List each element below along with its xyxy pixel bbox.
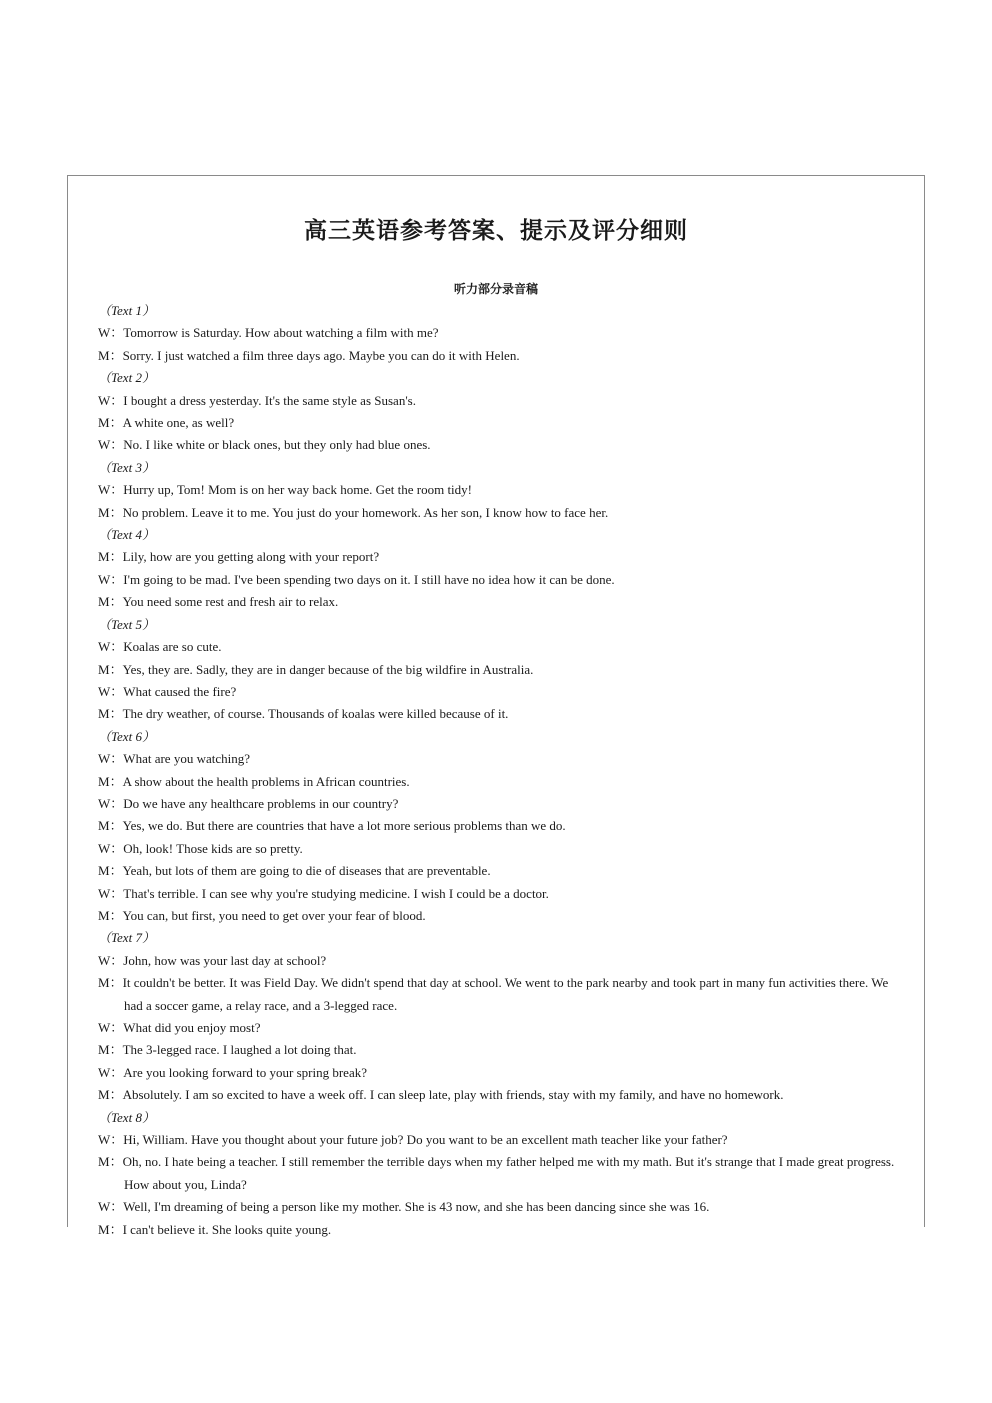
dialogue-line: W：Oh, look! Those kids are so pretty.: [98, 840, 303, 856]
dialogue-line: M：Yes, they are. Sadly, they are in danger because of the big wildfire in Australia.: [98, 661, 534, 677]
speaker-label: W: [98, 1020, 111, 1035]
speaker-label: W: [98, 683, 111, 699]
dialogue-text: What caused the fire?: [123, 683, 237, 699]
dialogue-text: Oh, no. I hate being a teacher. I still remember the terrible days when my father helped me with my math. But it's strange that I made great progress. How about you, Linda?: [122, 1154, 895, 1192]
speaker-label: M: [98, 1042, 110, 1058]
document-page: [67, 175, 925, 1237]
speaker-label: W: [98, 325, 111, 341]
speaker-label: W: [98, 392, 111, 408]
speaker-label: M: [98, 706, 110, 722]
dialogue-line: M：Oh, no. I hate being a teacher. I still remember the terrible days when my father helped me with my math. But it's strange that I made great progress. How about you, Linda?: [98, 1154, 895, 1192]
dialogue-text: Koalas are so cute.: [123, 639, 222, 655]
dialogue-line: M：Sorry. I just watched a film three days ago. Maybe you can do it with Helen.: [98, 347, 520, 363]
dialogue-text: Yes, we do. But there are countries that have a lot more serious problems than we do.: [122, 818, 566, 834]
dialogue-line: M：Yeah, but lots of them are going to die of diseases that are preventable.: [98, 863, 491, 879]
speaker-label: W: [98, 885, 111, 901]
speaker-label: M: [98, 1154, 110, 1170]
text-section-heading: （Text 3）: [98, 459, 155, 475]
dialogue-line: W：I'm going to be mad. I've been spending two days on it. I still have no idea how it can be done.: [98, 571, 615, 587]
speaker-label: M: [98, 1087, 110, 1103]
speaker-label: M: [98, 907, 110, 923]
text-section-heading: （Text 6）: [98, 728, 155, 744]
dialogue-text: It couldn't be better. It was Field Day. We didn't spend that day at school. We went to the park nearby and took part in many fun activities there. We had a soccer game, a relay race, and a 3-legged race.: [122, 975, 889, 1013]
dialogue-line: W：No. I like white or black ones, but they only had blue ones.: [98, 437, 431, 453]
dialogue-text: The dry weather, of course. Thousands of koalas were killed because of it.: [122, 706, 509, 722]
dialogue-text: Are you looking forward to your spring break?: [123, 1064, 367, 1080]
dialogue-line: W：Tomorrow is Saturday. How about watching a film with me?: [98, 325, 439, 341]
speaker-label: M: [98, 863, 110, 879]
dialogue-line: M：I can't believe it. She looks quite young.: [98, 1221, 332, 1237]
dialogue-text: Yeah, but lots of them are going to die of diseases that are preventable.: [122, 863, 491, 879]
dialogue-line: M：You need some rest and fresh air to relax.: [98, 594, 339, 610]
speaker-label: M: [98, 415, 110, 431]
speaker-label: M: [98, 594, 110, 610]
section-subtitle: 听力部分录音稿: [453, 282, 538, 296]
speaker-label: W: [98, 1064, 111, 1080]
dialogue-line: M：Lily, how are you getting along with your report?: [98, 549, 380, 565]
dialogue-text: Tomorrow is Saturday. How about watching a film with me?: [123, 325, 439, 341]
speaker-label: W: [98, 795, 111, 811]
page-title: 高三英语参考答案、提示及评分细则: [304, 218, 688, 244]
dialogue-line: M：The 3-legged race. I laughed a lot doing that.: [98, 1042, 357, 1058]
dialogue-text: No problem. Leave it to me. You just do your homework. As her son, I know how to face her.: [122, 504, 609, 520]
dialogue-line: W：Koalas are so cute.: [98, 639, 222, 655]
text-section-heading: （Text 7）: [98, 930, 155, 946]
speaker-label: M: [98, 818, 110, 834]
dialogue-text: Oh, look! Those kids are so pretty.: [123, 840, 303, 856]
dialogue-text: The 3-legged race. I laughed a lot doing that.: [122, 1042, 357, 1058]
dialogue-text: Lily, how are you getting along with your report?: [122, 549, 380, 565]
speaker-label: M: [98, 549, 110, 565]
speaker-label: W: [98, 639, 111, 655]
dialogue-line: M：The dry weather, of course. Thousands of koalas were killed because of it.: [98, 706, 509, 722]
dialogue-text: That's terrible. I can see why you're studying medicine. I wish I could be a doctor.: [123, 885, 549, 901]
dialogue-text: I bought a dress yesterday. It's the same style as Susan's.: [123, 392, 416, 408]
speaker-label: M: [98, 773, 110, 789]
dialogue-line: W：Do we have any healthcare problems in our country?: [98, 795, 399, 811]
dialogue-line: W：John, how was your last day at school?: [98, 952, 327, 968]
dialogue-text: What did you enjoy most?: [123, 1020, 261, 1035]
dialogue-text: Hi, William. Have you thought about your future job? Do you want to be an excellent math teacher like your father?: [123, 1132, 728, 1148]
dialogue-text: A white one, as well?: [122, 415, 235, 431]
speaker-label: W: [98, 952, 111, 968]
dialogue-text: Well, I'm dreaming of being a person like my mother. She is 43 now, and she has been dancing since she was 16.: [123, 1199, 710, 1215]
dialogue-line: W：What are you watching?: [98, 751, 250, 767]
dialogue-line: M：A white one, as well?: [98, 415, 235, 431]
dialogue-line: W：What did you enjoy most?: [98, 1020, 261, 1035]
dialogue-line: W：What caused the fire?: [98, 683, 237, 699]
dialogue-text: I'm going to be mad. I've been spending two days on it. I still have no idea how it can be done.: [123, 571, 615, 587]
text-section-heading: （Text 4）: [98, 527, 155, 543]
dialogue-text: Do we have any healthcare problems in our country?: [123, 795, 399, 811]
dialogue-text: What are you watching?: [123, 751, 250, 767]
dialogue-line: M：It couldn't be better. It was Field Day. We didn't spend that day at school. We went to the park nearby and took part in many fun activities there. We had a soccer game, a relay race, and a 3-legged race.: [98, 975, 889, 1013]
speaker-label: M: [98, 504, 110, 520]
speaker-label: W: [98, 1132, 111, 1148]
text-section-heading: （Text 5）: [98, 616, 155, 632]
dialogue-text: A show about the health problems in African countries.: [122, 773, 410, 789]
dialogue-line: W：I bought a dress yesterday. It's the same style as Susan's.: [98, 392, 416, 408]
dialogue-line: W：Are you looking forward to your spring break?: [98, 1064, 367, 1080]
speaker-label: W: [98, 751, 111, 767]
dialogue-text: You can, but first, you need to get over your fear of blood.: [122, 907, 426, 923]
dialogue-text: No. I like white or black ones, but they only had blue ones.: [123, 437, 431, 453]
dialogue-line: M：Yes, we do. But there are countries that have a lot more serious problems than we do.: [98, 818, 566, 834]
dialogue-text: Absolutely. I am so excited to have a week off. I can sleep late, play with friends, stay with my family, and have no homework.: [122, 1087, 784, 1103]
dialogue-text: John, how was your last day at school?: [123, 952, 327, 968]
speaker-label: M: [98, 347, 110, 363]
dialogue-text: Sorry. I just watched a film three days ago. Maybe you can do it with Helen.: [122, 347, 520, 363]
dialogue-text: I can't believe it. She looks quite young.: [122, 1221, 332, 1237]
text-section-heading: （Text 2）: [98, 370, 155, 386]
speaker-label: W: [98, 1199, 111, 1215]
speaker-label: W: [98, 571, 111, 587]
speaker-label: W: [98, 437, 111, 453]
text-section-heading: （Text 8）: [98, 1109, 155, 1125]
speaker-label: M: [98, 661, 110, 677]
speaker-label: M: [98, 1221, 110, 1237]
dialogue-line: M：You can, but first, you need to get over your fear of blood.: [98, 907, 426, 923]
speaker-label: M: [98, 975, 110, 991]
dialogue-line: M：No problem. Leave it to me. You just do your homework. As her son, I know how to face her.: [98, 504, 609, 520]
speaker-label: W: [98, 840, 111, 856]
dialogue-line: W：Hurry up, Tom! Mom is on her way back home. Get the room tidy!: [98, 482, 472, 498]
dialogue-line: W：That's terrible. I can see why you're studying medicine. I wish I could be a doctor.: [98, 885, 549, 901]
dialogue-line: W：Well, I'm dreaming of being a person like my mother. She is 43 now, and she has been dancing since she was 16.: [98, 1199, 710, 1215]
dialogue-text: Yes, they are. Sadly, they are in danger because of the big wildfire in Australia.: [122, 661, 534, 677]
dialogue-line: M：Absolutely. I am so excited to have a week off. I can sleep late, play with friends, stay with my family, and have no homework.: [98, 1087, 784, 1103]
transcript-body: [98, 300, 898, 1237]
text-section-heading: （Text 1）: [98, 303, 155, 318]
dialogue-text: Hurry up, Tom! Mom is on her way back home. Get the room tidy!: [123, 482, 472, 498]
dialogue-text: You need some rest and fresh air to relax.: [122, 594, 339, 610]
speaker-label: W: [98, 482, 111, 498]
dialogue-line: M：A show about the health problems in African countries.: [98, 773, 410, 789]
dialogue-line: W：Hi, William. Have you thought about your future job? Do you want to be an excellent math teacher like your father?: [98, 1132, 728, 1148]
